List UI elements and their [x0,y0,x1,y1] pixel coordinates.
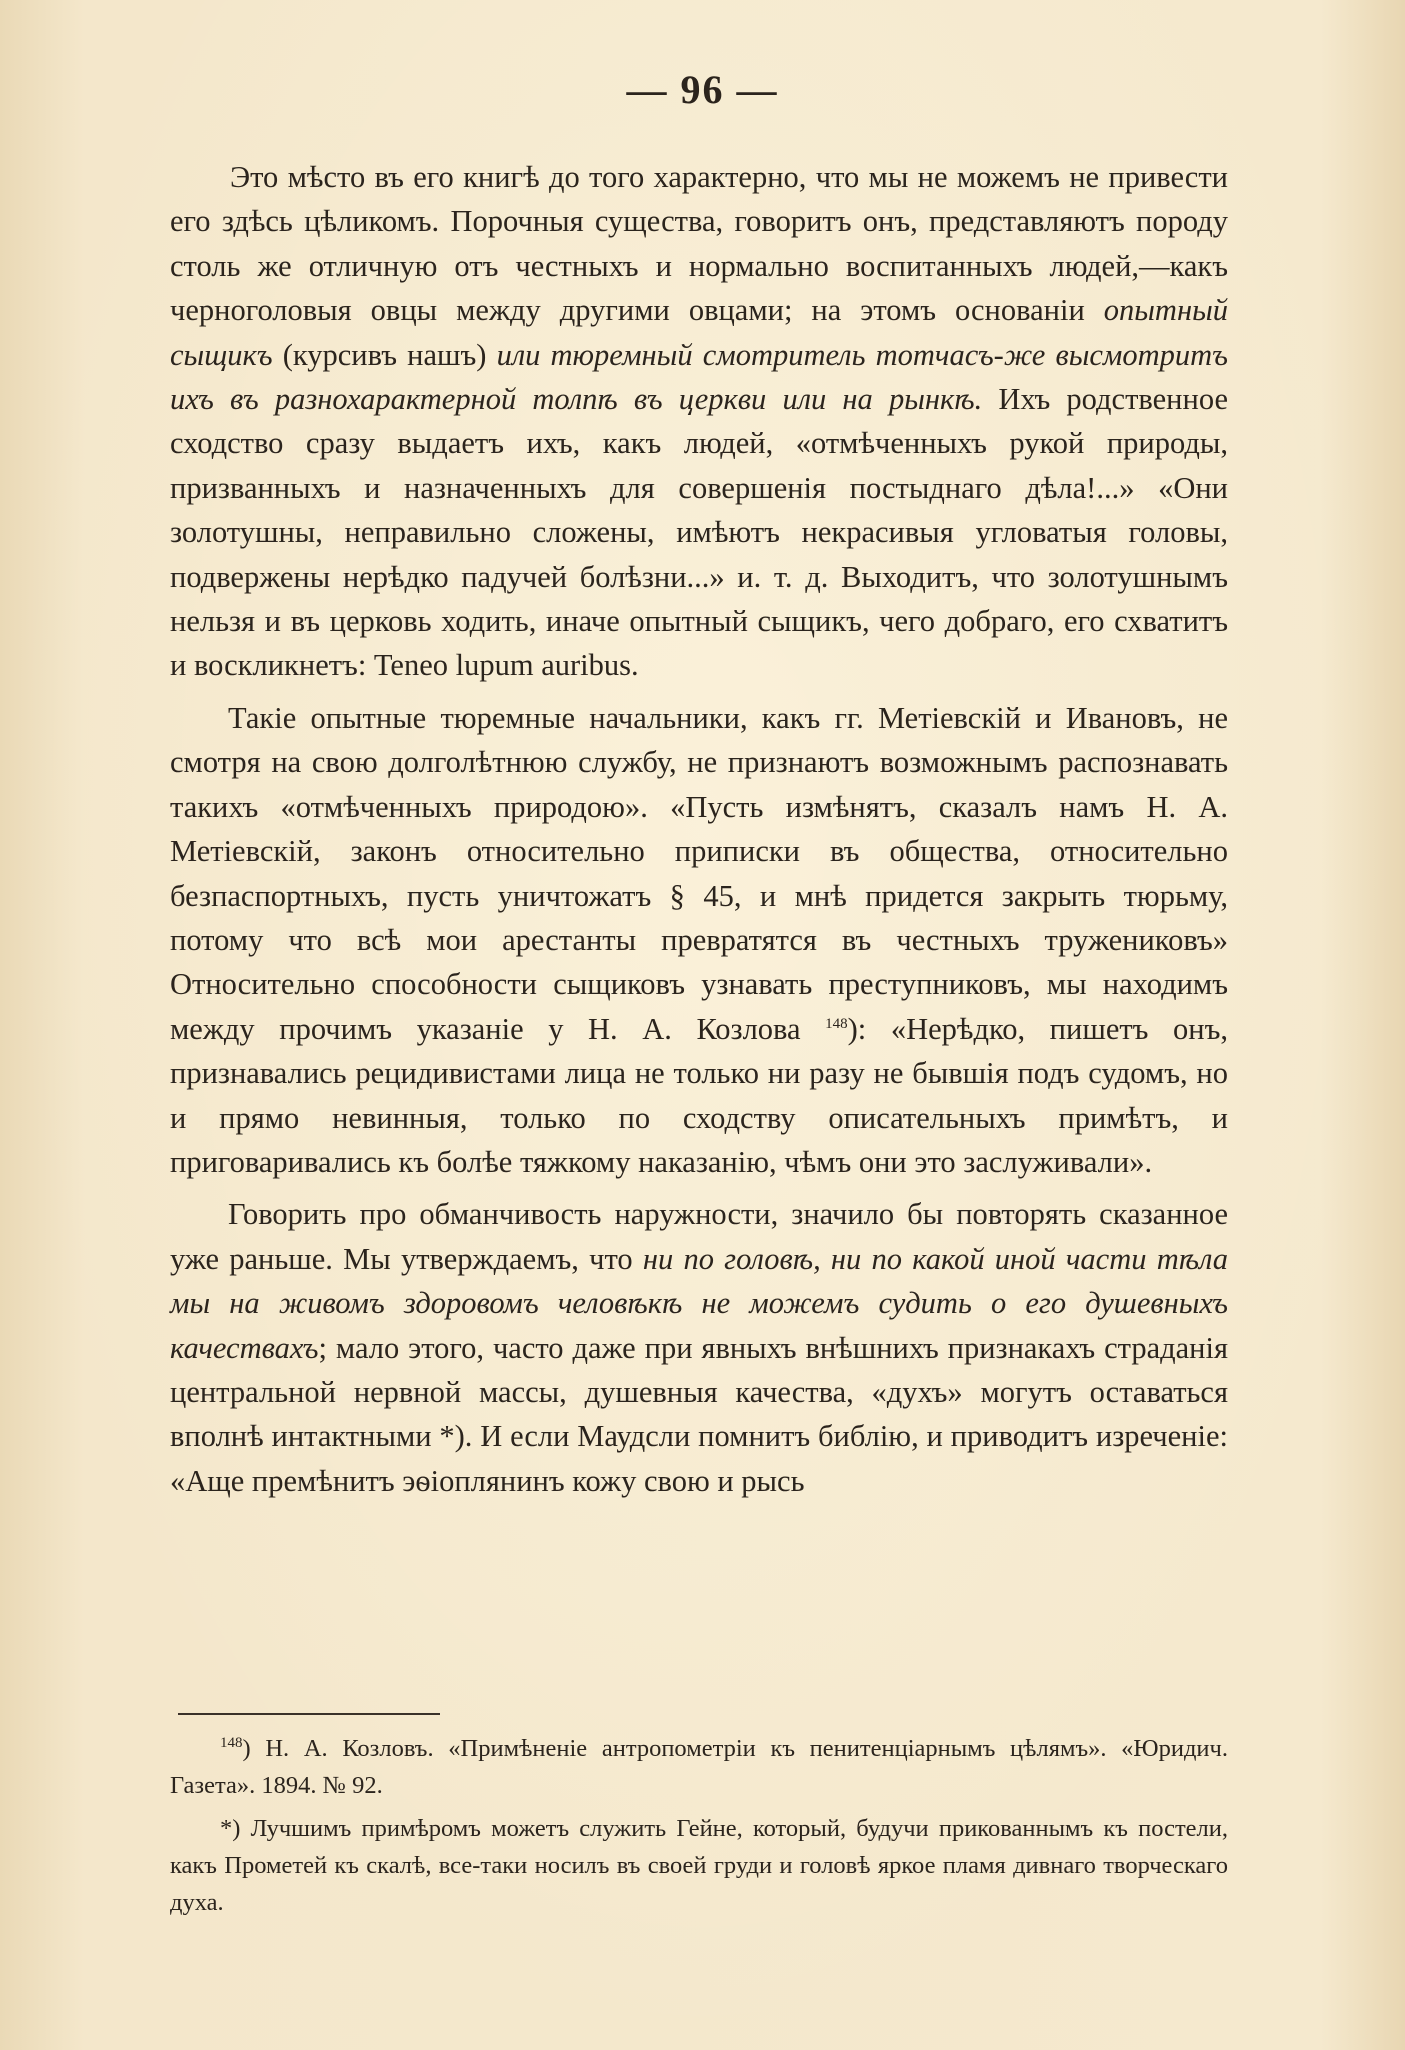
paragraph-3-italic-a: ни по головѣ, ни по какой иной части тѣла мы на живомъ здоровомъ человѣкѣ не можемъ судить о его душевныхъ качествахъ [170,1241,1228,1365]
paragraph-1-italic-a: опытный сыщикъ [170,293,1228,372]
paragraph-1-italic-b: или тюремный смотритель тотчасъ-же высмотритъ ихъ въ разнохарактерной толпѣ въ церкви или на рынкѣ. [170,337,1228,417]
footnote-148 [170,1730,1228,1804]
paragraph-1-text-a: Это мѣсто въ его книгѣ до того характерно, что мы не можемъ не привести его здѣсь цѣликомъ. Порочныя существа, говоритъ онъ, представляютъ породу столь же отличную отъ честныхъ и нормально воспитанныхъ людей,—какъ черноголовыя овцы между другими овцами; на этомъ основанiи [170,160,1228,328]
page-number: — 96 — [626,67,779,112]
footnote-text: ) Н. А. Козловъ. «Примѣненiе антропометрiи къ пенитенцiарнымъ цѣлямъ». «Юридич. Газета». 1894. № 92. [170,1735,1228,1799]
paragraph-1 [170,155,1228,688]
footnotes [170,1730,1228,1927]
main-text [170,155,1228,1511]
footnote-text: *) Лучшимъ примѣромъ можетъ служить Гейне, который, будучи прикованнымъ къ постели, какъ Прометей къ скалѣ, все-таки носилъ въ своей груди и головѣ яркое пламя дивнаго творческаго духа. [170,1815,1228,1916]
paragraph-2-text-b: ): «Нерѣдко, пишетъ онъ, признавались рецидивистами лица не только ни разу не бывшiя подъ судомъ, но и прямо невинныя, только по сходству описательныхъ примѣтъ, и приговаривались къ болѣе тяжкому наказанiю, чѣмъ они это заслуживали». [170,1011,1228,1179]
paragraph-3-text-b: ; мало этого, часто даже при явныхъ внѣшнихъ признакахъ страданiя центральной нервной массы, душевныя качества, «духъ» могутъ оставаться вполнѣ интактными *). И если Маудсли помнитъ библiю, и приводитъ изреченiе: «Аще премѣнитъ эѳiоплянинъ кожу свою и рысь [170,1330,1228,1498]
paragraph-1-text-c: Ихъ родственное сходство сразу выдаетъ ихъ, какъ людей, «отмѣченныхъ рукой природы, призванныхъ и назначенныхъ для совершенiя постыднаго дѣла!...» «Они золотушны, неправильно сложены, имѣютъ некрасивыя угловатыя головы, подвержены нерѣдко падучей болѣзни...» и. т. д. Выходитъ, что золотушнымъ нельзя и въ церковь ходить, иначе опытный сыщикъ, чего добраго, его схватитъ и воскликнетъ: Teneo lupum auribus. [170,382,1228,683]
paragraph-2 [170,696,1228,1184]
footnote-divider [178,1713,440,1715]
footnote-asterisk [170,1810,1228,1921]
footnote-mark: 148 [220,1734,243,1751]
paragraph-3-text-a: Говорить про обманчивость наружности, значило бы повторять сказанное уже раньше. Мы утверждаемъ, что [170,1197,1228,1276]
paragraph-2-text-a: Такiе опытные тюремные начальники, какъ гг. Метiевскiй и Ивановъ, не смотря на свою долголѣтнюю службу, не признаютъ возможнымъ распознавать такихъ «отмѣченныхъ природою». «Пусть измѣнятъ, сказалъ намъ Н. А. Метiевскiй, законъ относительно приписки въ общества, относительно безпаспортныхъ, пусть уничтожатъ § 45, и мнѣ придется закрыть тюрьму, потому что всѣ мои арестанты превратятся въ честныхъ тружениковъ» Относительно способности сыщиковъ узнавать преступниковъ, мы находимъ между прочимъ указанiе у Н. А. Козлова [170,700,1228,1046]
paragraph-1-text-b: (курсивъ нашъ) [272,337,497,372]
paragraph-3 [170,1192,1228,1503]
footnote-reference-148: 148 [825,1015,848,1032]
